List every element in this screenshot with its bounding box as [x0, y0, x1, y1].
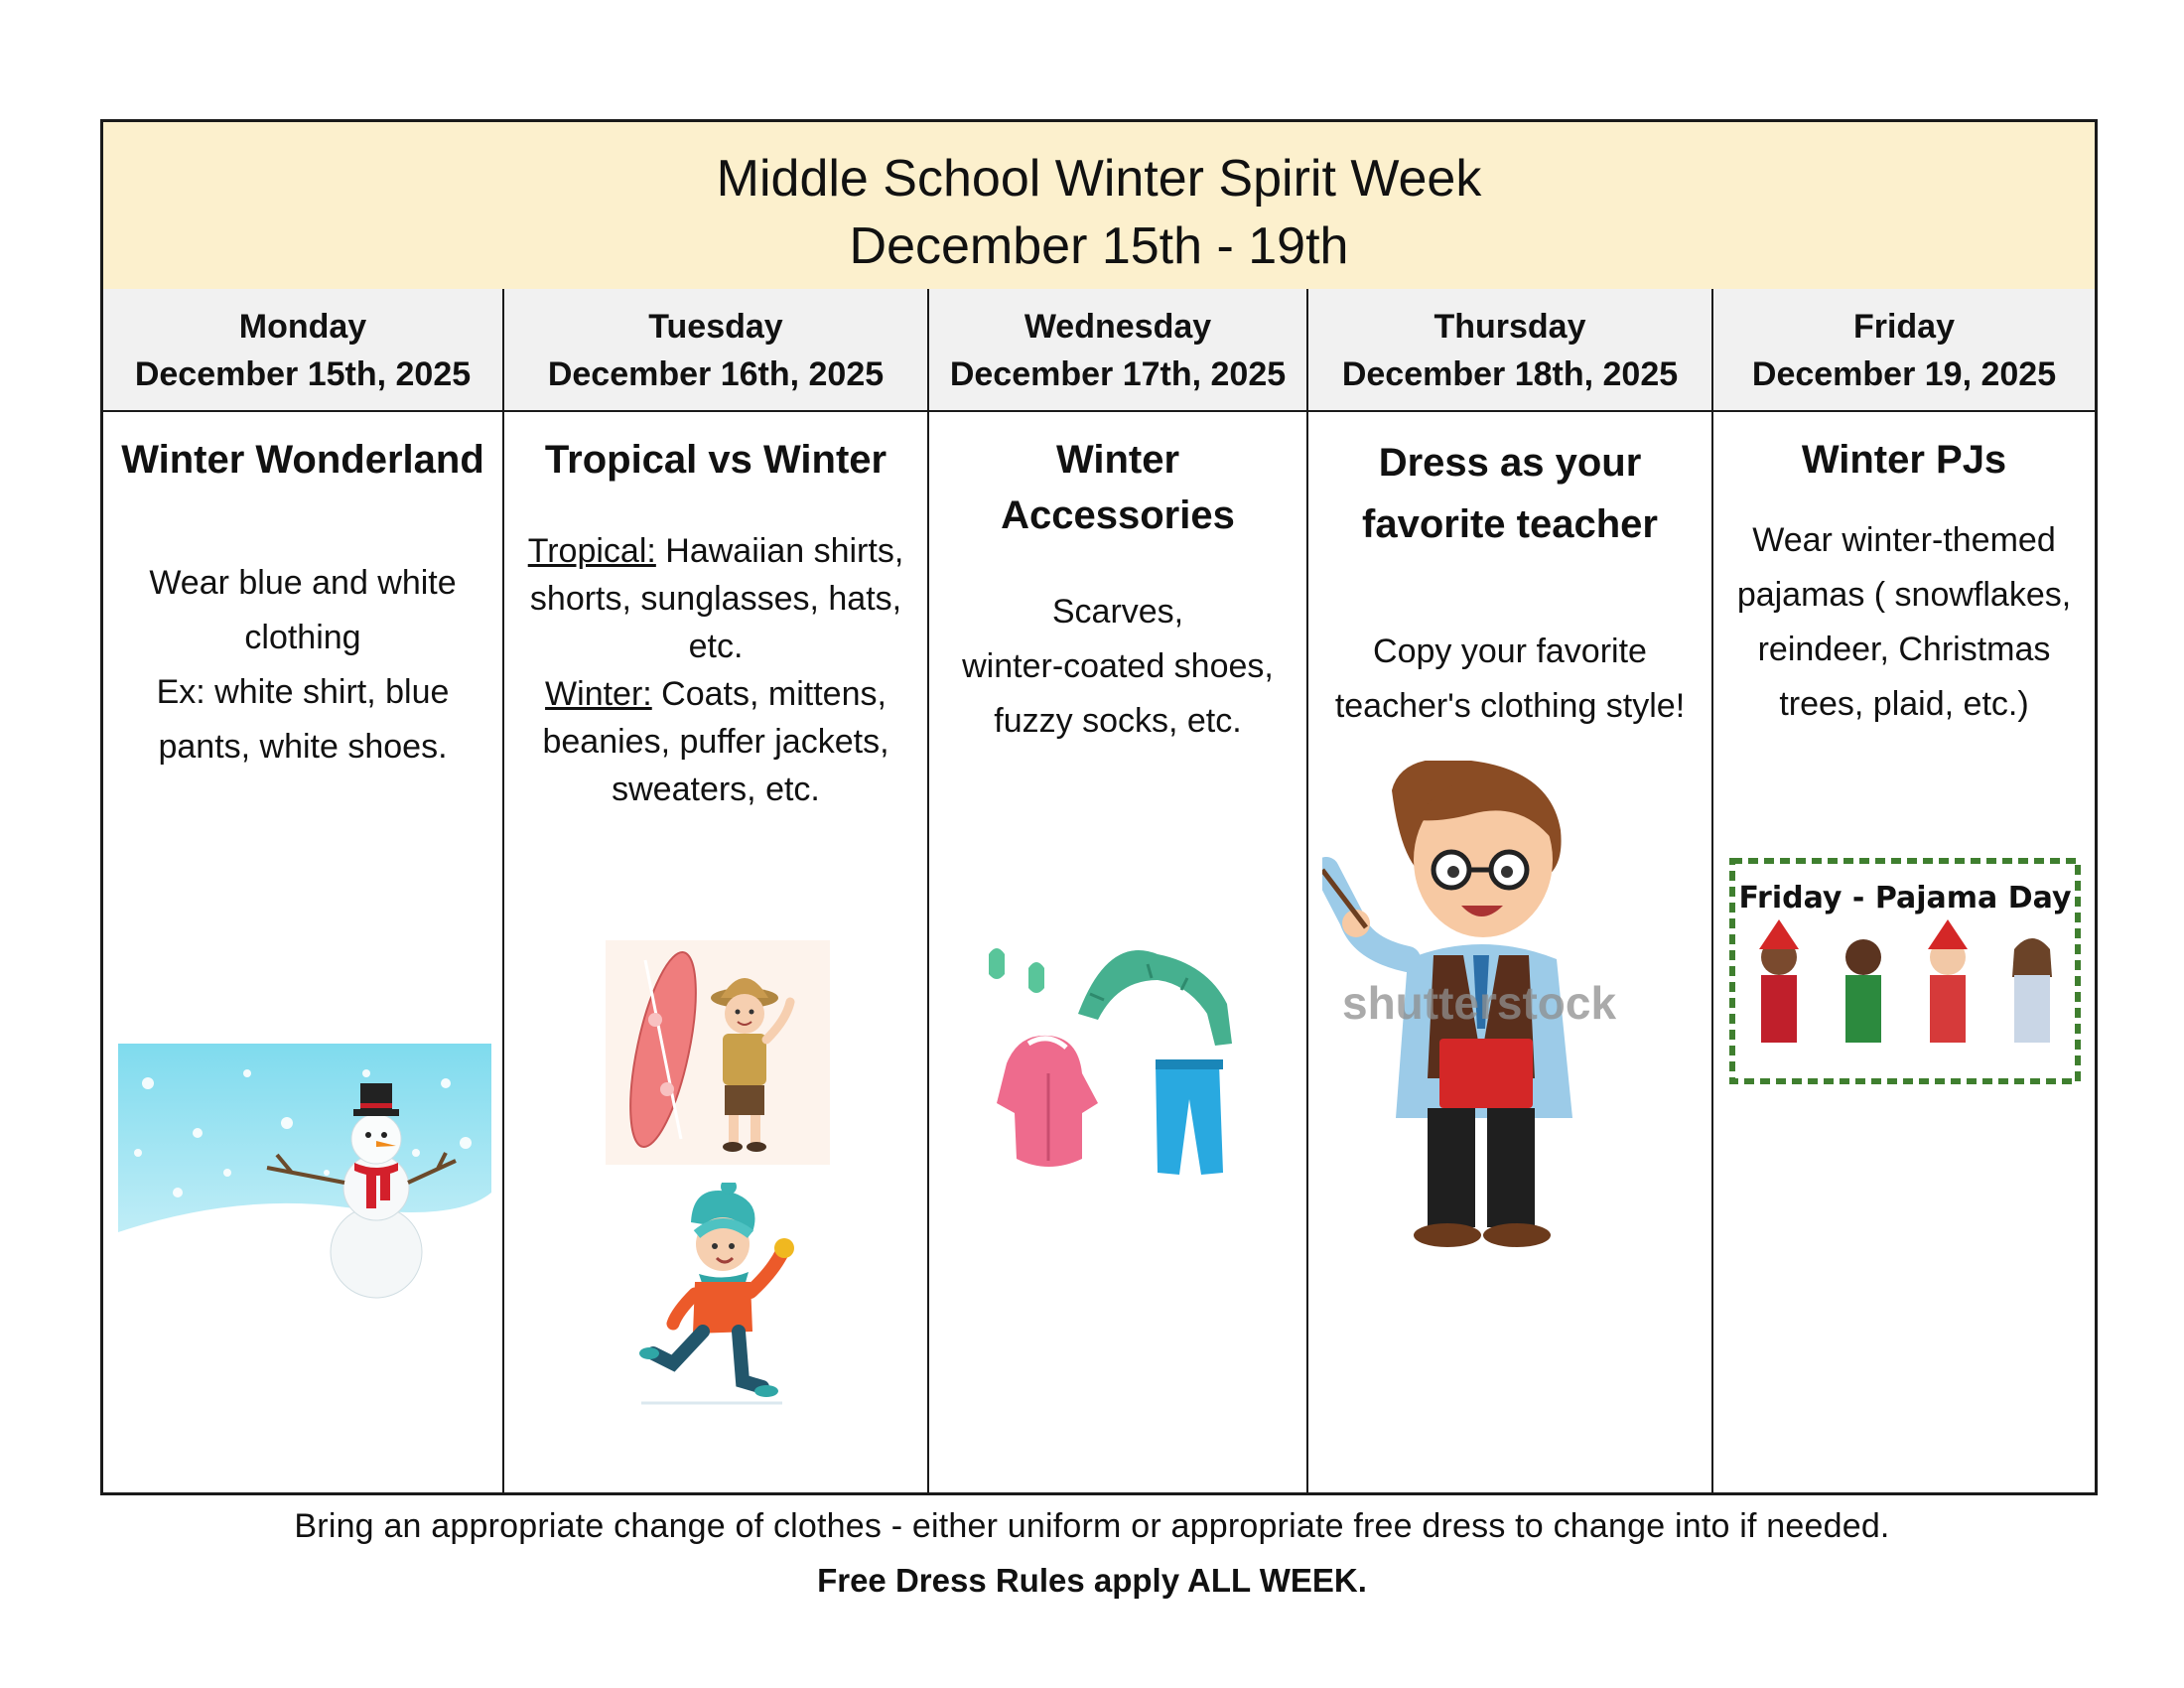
pajama-day-icon — [1729, 858, 2081, 1084]
wednesday-description — [929, 585, 1306, 749]
day-name: Monday — [238, 308, 367, 346]
desc-line: Wear winter-themed — [1752, 521, 2056, 559]
tuesday-column — [504, 289, 929, 1492]
wednesday-header — [929, 289, 1306, 412]
desc-line: etc. — [688, 628, 744, 665]
tuesday-header — [504, 289, 927, 412]
desc-line: Ex: white shirt, blue — [156, 673, 450, 711]
friday-theme: Winter PJs — [1801, 438, 2007, 482]
desc-line — [504, 527, 927, 575]
day-name: Tuesday — [648, 308, 783, 346]
friday-header — [1713, 289, 2095, 412]
desc-line: Scarves, — [1051, 593, 1184, 631]
surfboard-kid-icon — [606, 940, 830, 1165]
wednesday-theme — [929, 432, 1306, 543]
desc-line: sweaters, etc. — [612, 771, 820, 808]
week-dates: December 15th - 19th — [849, 217, 1349, 275]
desc-line: pants, white shoes. — [158, 728, 448, 766]
desc-line: shorts, sunglasses, hats, — [529, 580, 902, 618]
thursday-description — [1308, 625, 1711, 734]
page-title: Middle School Winter Spirit Week — [716, 150, 1482, 208]
desc-line: reindeer, Christmas — [1757, 631, 2051, 668]
tropical-label: Tropical: — [527, 532, 656, 570]
change-of-clothes-note: Bring an appropriate change of clothes - either uniform or appropriate free dress to change into if needed. — [294, 1507, 1890, 1545]
winter-label: Winter: — [545, 675, 652, 713]
day-date: December 19, 2025 — [1751, 355, 2057, 393]
desc-line: pajamas ( snowflakes, — [1736, 576, 2072, 614]
teacher-icon — [1322, 761, 1700, 1257]
friday-column — [1713, 289, 2095, 1492]
desc-line: teacher's clothing style! — [1334, 687, 1686, 725]
free-dress-rules-note: Free Dress Rules apply ALL WEEK. — [817, 1562, 1367, 1599]
wednesday-column — [929, 289, 1308, 1492]
thursday-theme — [1308, 432, 1711, 555]
watermark-text: shutterstock — [1342, 977, 1617, 1029]
tropical-text: Hawaiian shirts, — [655, 532, 904, 570]
day-date: December 15th, 2025 — [134, 355, 472, 393]
desc-line: clothing — [244, 619, 361, 656]
desc-line: Copy your favorite — [1373, 633, 1647, 670]
monday-column — [103, 289, 504, 1492]
desc-line: beanies, puffer jackets, — [542, 723, 889, 761]
friday-description — [1713, 513, 2095, 732]
desc-line: trees, plaid, etc.) — [1779, 685, 2029, 723]
day-name: Friday — [1852, 308, 1956, 346]
snowman-icon — [118, 1044, 491, 1326]
desc-line: Wear blue and white — [149, 564, 457, 602]
theme-line: Accessories — [1001, 493, 1235, 537]
thursday-column — [1308, 289, 1713, 1492]
winter-accessories-icon — [959, 924, 1277, 1212]
theme-line: favorite teacher — [1362, 502, 1658, 546]
monday-description — [103, 556, 502, 774]
tuesday-description — [504, 527, 927, 813]
tuesday-theme: Tropical vs Winter — [544, 438, 887, 482]
winter-text: Coats, mittens, — [651, 675, 887, 713]
day-date: December 18th, 2025 — [1341, 355, 1679, 393]
monday-header — [103, 289, 502, 412]
day-date: December 16th, 2025 — [547, 355, 885, 393]
desc-line: fuzzy socks, etc. — [994, 702, 1242, 740]
title-banner — [103, 122, 2095, 291]
thursday-header — [1308, 289, 1711, 412]
desc-line: winter-coated shoes, — [962, 647, 1274, 685]
spirit-week-table — [100, 119, 2098, 1495]
day-date: December 17th, 2025 — [949, 355, 1287, 393]
winter-kid-icon — [633, 1183, 808, 1407]
pajama-day-text: Friday - Pajama Day — [1738, 881, 2072, 915]
theme-line: Winter — [1055, 438, 1180, 482]
monday-theme: Winter Wonderland — [121, 438, 484, 482]
day-name: Wednesday — [1024, 308, 1212, 346]
desc-line — [504, 670, 927, 718]
theme-line: Dress as your — [1378, 441, 1642, 485]
day-name: Thursday — [1433, 308, 1586, 346]
